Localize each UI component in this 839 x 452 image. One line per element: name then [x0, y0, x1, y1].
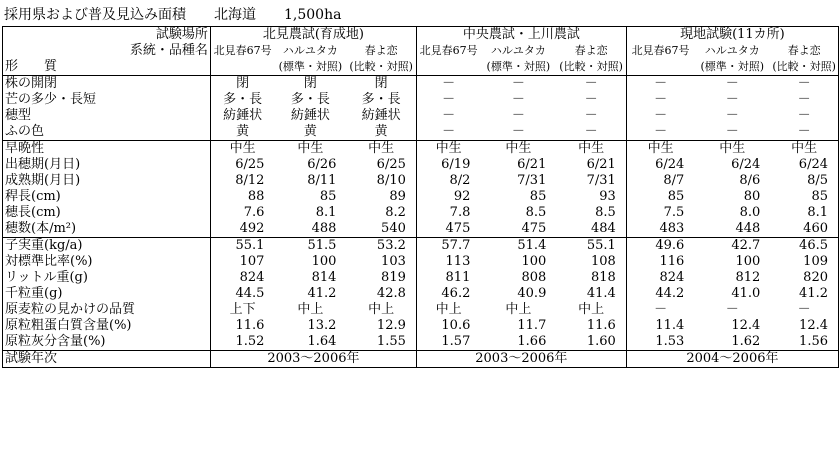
footer-row	[3, 351, 839, 368]
table-cell: 11.6	[210, 318, 274, 334]
table-cell: －	[511, 108, 525, 123]
header-note	[210, 59, 274, 76]
table-cell: 824	[626, 270, 694, 286]
footer-period: 2003〜2006年	[416, 351, 626, 368]
table-cell: －	[770, 76, 838, 93]
table-cell: 483	[626, 221, 694, 238]
table-cell: 820	[770, 270, 838, 286]
table-cell: 113	[416, 254, 480, 270]
table-cell: 7.8	[416, 205, 480, 221]
table-cell: 6/24	[626, 157, 694, 173]
table-row	[3, 124, 839, 141]
table-cell: 85	[770, 189, 838, 205]
table-cell: 8.5	[556, 205, 626, 221]
header-row-locations	[3, 27, 839, 44]
table-cell: 11.6	[556, 318, 626, 334]
table-cell: 41.4	[556, 286, 626, 302]
table-cell: 中生	[346, 141, 416, 158]
table-cell: －	[725, 108, 739, 123]
variety-trial-table	[2, 26, 839, 368]
table-cell: 6/26	[307, 157, 337, 172]
table-cell: 8.1	[770, 205, 838, 221]
table-cell: 1.53	[626, 334, 694, 351]
table-cell: 448	[735, 221, 761, 236]
table-row	[3, 270, 839, 286]
table-row	[3, 238, 839, 255]
header-note: (比較・対照)	[770, 59, 838, 76]
table-cell: 中生	[556, 141, 626, 158]
header-note: (標準・対照)	[486, 60, 551, 73]
table-cell: －	[770, 108, 838, 124]
table-cell: －	[556, 124, 626, 141]
footer-label: 試験年次	[3, 351, 211, 368]
header-location: 北見農試(育成地)	[210, 27, 416, 44]
table-cell: 40.9	[517, 286, 547, 301]
table-cell: 11.4	[626, 318, 694, 334]
table-cell: 1.56	[770, 334, 838, 351]
header-variety: ハルユタカ	[282, 44, 338, 57]
table-cell: 6/19	[416, 157, 480, 173]
table-cell: 103	[346, 254, 416, 270]
header-variety: 春よ恋	[556, 43, 626, 59]
table-row	[3, 334, 839, 351]
table-cell: 41.2	[770, 286, 838, 302]
table-cell: 89	[346, 189, 416, 205]
trait-label: 穂長(cm)	[3, 205, 211, 221]
table-cell: 85	[529, 189, 547, 204]
table-cell: 51.4	[480, 238, 556, 255]
table-row	[3, 141, 839, 158]
table-cell: 46.2	[416, 286, 480, 302]
table-cell: 閉	[210, 76, 274, 93]
table-row	[3, 92, 839, 108]
table-cell: 中生	[416, 141, 480, 158]
table-cell: 中生	[480, 141, 556, 158]
table-cell: 44.2	[626, 286, 694, 302]
table-cell: 812	[735, 270, 761, 285]
table-cell: 49.6	[626, 238, 694, 255]
table-cell: 8.5	[525, 205, 547, 220]
table-cell: 中生	[694, 141, 770, 158]
table-cell: 57.7	[416, 238, 480, 255]
trait-label: 対標準比率(%)	[3, 254, 211, 270]
table-cell: 6/21	[556, 157, 626, 173]
table-cell: 7.6	[210, 205, 274, 221]
table-cell: 黄	[303, 124, 317, 139]
table-cell: 808	[521, 270, 547, 285]
table-cell: 8.0	[739, 205, 761, 220]
table-cell: 109	[770, 254, 838, 270]
table-row	[3, 173, 839, 189]
table-cell: －	[770, 302, 838, 318]
table-cell: 6/25	[346, 157, 416, 173]
table-cell: 108	[556, 254, 626, 270]
table-cell: 黄	[346, 124, 416, 141]
table-cell: 818	[556, 270, 626, 286]
table-cell: 8/11	[307, 173, 337, 188]
table-cell: 492	[210, 221, 274, 238]
table-cell: 閉	[274, 76, 346, 93]
header-label-trait: 形 質	[3, 59, 211, 76]
trait-label: 稈長(cm)	[3, 189, 211, 205]
table-cell: 814	[311, 270, 337, 285]
table-cell: 紡錘状	[346, 108, 416, 124]
table-cell: 88	[210, 189, 274, 205]
table-cell: 475	[416, 221, 480, 238]
table-cell: 7.5	[626, 205, 694, 221]
table-cell: 7/31	[556, 173, 626, 189]
table-cell: 12.4	[770, 318, 838, 334]
table-cell: 85	[626, 189, 694, 205]
table-cell: 540	[346, 221, 416, 238]
table-cell: －	[725, 124, 739, 139]
table-cell: 484	[556, 221, 626, 238]
table-cell: 8/12	[210, 173, 274, 189]
table-cell: 12.9	[346, 318, 416, 334]
trait-label: 出穂期(月日)	[3, 157, 211, 173]
table-cell: －	[416, 108, 480, 124]
header-row-notes	[3, 59, 839, 76]
table-row	[3, 254, 839, 270]
table-cell: 中上	[416, 302, 480, 318]
header-variety: ハルユタカ	[704, 44, 760, 57]
table-cell: 42.7	[694, 238, 770, 255]
table-cell: －	[511, 92, 525, 107]
table-cell: 10.6	[416, 318, 480, 334]
table-cell: 1.52	[210, 334, 274, 351]
table-cell: 多・長	[210, 92, 274, 108]
table-cell: 中上	[556, 302, 626, 318]
table-cell: 107	[210, 254, 274, 270]
table-cell: 53.2	[346, 238, 416, 255]
trait-label: 早晩性	[3, 141, 211, 158]
table-cell: －	[556, 76, 626, 93]
table-cell: －	[416, 124, 480, 141]
table-cell: 中上	[346, 302, 416, 318]
header-note: (標準・対照)	[700, 60, 765, 73]
table-cell: －	[416, 76, 480, 93]
table-cell: －	[511, 124, 525, 139]
header-variety: 北見春67号	[416, 43, 480, 59]
table-cell: －	[626, 124, 694, 141]
table-cell: 55.1	[556, 238, 626, 255]
table-cell: 92	[416, 189, 480, 205]
table-cell: －	[556, 92, 626, 108]
header-label-variety: 系統・品種名	[3, 43, 211, 59]
table-cell: 824	[210, 270, 274, 286]
trait-label: 原粒灰分含量(%)	[3, 334, 211, 351]
trait-label: ふの色	[3, 124, 211, 141]
header-variety: ハルユタカ	[490, 44, 546, 57]
table-cell: －	[626, 108, 694, 124]
footer-period: 2004〜2006年	[626, 351, 838, 368]
table-cell: 46.5	[770, 238, 838, 255]
table-row	[3, 76, 839, 93]
table-cell: 11.7	[517, 318, 547, 333]
table-cell: 8.1	[315, 205, 337, 220]
table-cell: 6/24	[770, 157, 838, 173]
table-cell: 1.66	[517, 334, 547, 349]
table-cell: 紡錘状	[210, 108, 274, 124]
trait-label: 原麦粒の見かけの品質	[3, 302, 211, 318]
table-row	[3, 318, 839, 334]
trait-label: 子実重(kg/a)	[3, 238, 211, 255]
table-row	[3, 157, 839, 173]
table-cell: 中生	[274, 141, 346, 158]
trait-label: 芒の多少・長短	[3, 92, 211, 108]
trait-label: 株の開閉	[3, 76, 211, 93]
table-cell: 中生	[626, 141, 694, 158]
table-cell: 1.55	[346, 334, 416, 351]
header-variety: 北見春67号	[626, 43, 694, 59]
table-cell: 41.2	[307, 286, 337, 301]
table-cell: 811	[416, 270, 480, 286]
header-location: 現地試験(11カ所)	[626, 27, 838, 44]
table-cell: 93	[556, 189, 626, 205]
table-cell: －	[770, 92, 838, 108]
table-row	[3, 108, 839, 124]
table-cell: －	[725, 92, 739, 107]
header-variety: 春よ恋	[770, 43, 838, 59]
table-cell: 1.62	[731, 334, 761, 349]
table-cell: 6/21	[517, 157, 547, 172]
table-cell: 85	[319, 189, 337, 204]
trait-label: 穂数(本/m²)	[3, 221, 211, 238]
table-cell: 42.8	[346, 286, 416, 302]
table-cell: 475	[521, 221, 547, 236]
table-cell: 1.57	[416, 334, 480, 351]
header-variety: 北見春67号	[210, 43, 274, 59]
header-note: (比較・対照)	[346, 59, 416, 76]
table-cell: 多・長	[290, 92, 330, 107]
header-label-location: 試験場所	[3, 27, 211, 44]
table-cell: 100	[735, 254, 761, 269]
trait-label: リットル重(g)	[3, 270, 211, 286]
table-cell: －	[770, 124, 838, 141]
table-cell: 上下	[210, 302, 274, 318]
table-cell: 8.2	[346, 205, 416, 221]
table-cell: 8/6	[739, 173, 761, 188]
table-cell: －	[556, 108, 626, 124]
table-cell: 中生	[770, 141, 838, 158]
trait-label: 原粒粗蛋白質含量(%)	[3, 318, 211, 334]
table-cell: 819	[346, 270, 416, 286]
table-cell: －	[626, 302, 694, 318]
table-row	[3, 189, 839, 205]
table-cell: 1.60	[556, 334, 626, 351]
table-cell: －	[480, 76, 556, 93]
page-title: 採用県および普及見込み面積 北海道 1,500ha	[4, 7, 342, 23]
table-cell: 8/7	[626, 173, 694, 189]
table-cell: 80	[743, 189, 761, 204]
table-cell: 6/25	[210, 157, 274, 173]
table-cell: 1.64	[307, 334, 337, 349]
table-cell: 8/2	[416, 173, 480, 189]
header-row-varieties	[3, 43, 839, 59]
table-cell: 紡錘状	[290, 108, 330, 123]
header-location: 中央農試・上川農試	[416, 27, 626, 44]
table-cell: 55.1	[210, 238, 274, 255]
trait-label: 千粒重(g)	[3, 286, 211, 302]
trait-label: 穂型	[3, 108, 211, 124]
header-note	[416, 59, 480, 76]
table-cell: 13.2	[307, 318, 337, 333]
header-note: (比較・対照)	[556, 59, 626, 76]
table-cell: 8/5	[770, 173, 838, 189]
table-cell: 100	[521, 254, 547, 269]
table-row	[3, 221, 839, 238]
table-cell: －	[694, 76, 770, 93]
table-cell: 6/24	[731, 157, 761, 172]
table-cell: 8/10	[346, 173, 416, 189]
table-cell: 閉	[346, 76, 416, 93]
table-cell: －	[416, 92, 480, 108]
table-cell: 100	[311, 254, 337, 269]
table-cell: 41.0	[731, 286, 761, 301]
table-row	[3, 286, 839, 302]
table-cell: 488	[311, 221, 337, 236]
header-note	[626, 59, 694, 76]
table-row	[3, 302, 839, 318]
table-cell: 44.5	[210, 286, 274, 302]
table-row	[3, 205, 839, 221]
header-note: (標準・対照)	[278, 60, 343, 73]
table-cell: 黄	[210, 124, 274, 141]
table-cell: 460	[770, 221, 838, 238]
footer-period: 2003〜2006年	[210, 351, 416, 368]
table-cell: 51.5	[274, 238, 346, 255]
table-cell: 多・長	[346, 92, 416, 108]
table-cell: －	[626, 92, 694, 108]
table-cell: 中上	[505, 302, 532, 317]
table-cell: 中上	[297, 302, 324, 317]
table-cell: －	[725, 302, 739, 317]
table-cell: 116	[626, 254, 694, 270]
table-cell: 12.4	[731, 318, 761, 333]
header-variety: 春よ恋	[346, 43, 416, 59]
table-cell: 7/31	[517, 173, 547, 188]
table-cell: －	[626, 76, 694, 93]
trait-label: 成熟期(月日)	[3, 173, 211, 189]
table-cell: 中生	[210, 141, 274, 158]
